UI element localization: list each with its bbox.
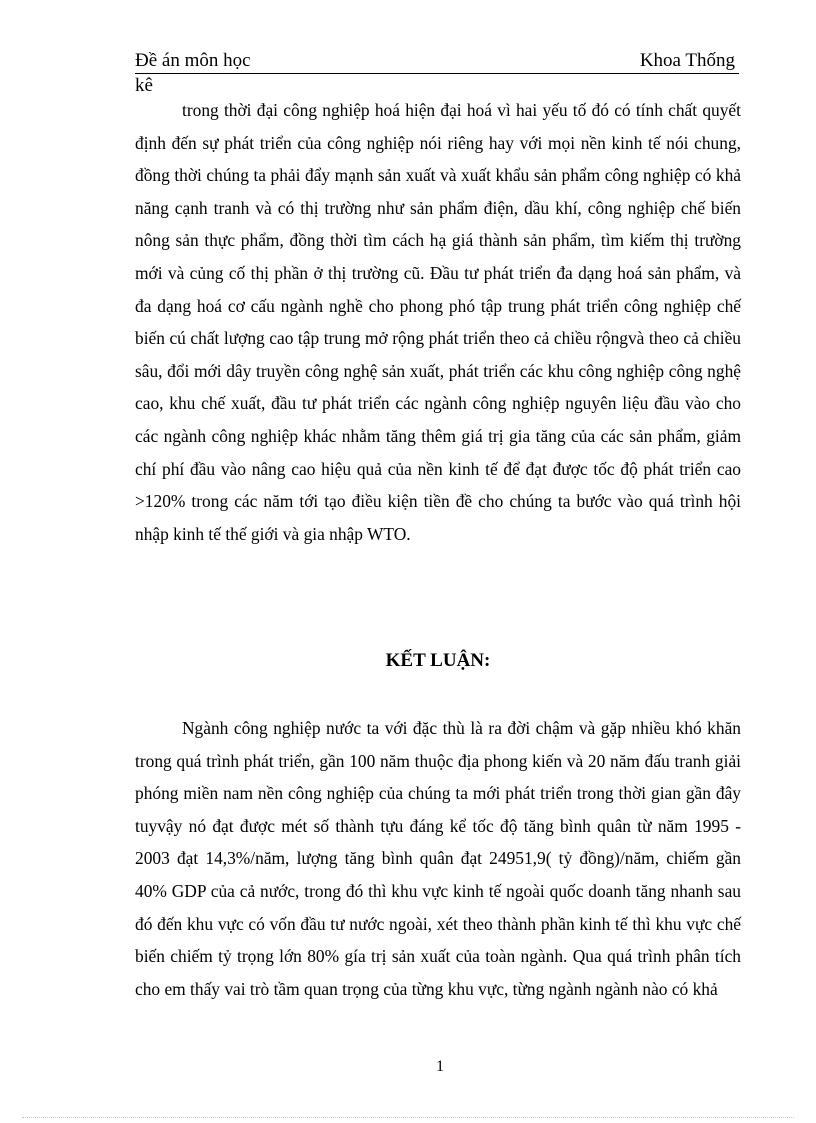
page-header [135,49,739,74]
body-paragraph-1: trong thời đại công nghiệp hoá hiện đại hoá vì hai yếu tố đó có tính chất quyết định đến sự phát triển của công nghiệp nói riêng hay với mọi nền kinh tế nói chung, đồng thời chúng ta phải đẩy mạnh sản xuất và xuất khẩu sản phẩm công nghiệp có khả năng cạnh tranh và có thị trường như sản phẩm điện, dầu khí, công nghiệp chế biến nông sản thực phẩm, đồng thời tìm cách hạ giá thành sản phẩm, tìm kiếm thị trường mới và củng cố thị phần ở thị trường cũ. Đầu tư phát triển đa dạng hoá sản phẩm, và đa dạng hoá cơ cấu ngành nghề cho phong phó tập trung phát triển công nghiệp chế biến cú chất lượng cao tập trung mở rộng phát triển theo cả chiều rộngvà theo cả chiều sâu, đổi mới dây truyền công nghệ sản xuất, phát triển các khu công nghiệp công nghệ cao, khu chế xuất, đầu tư phát triển các ngành công nghiệp nguyên liệu đầu vào cho các ngành công nghiệp khác nhằm tăng thêm giá trị gia tăng của các sản phẩm, giảm chí phí đầu vào nâng cao hiệu quả của nền kinh tế để đạt được tốc độ phát triển cao >120% trong các năm tới tạo điều kiện tiền đề cho chúng ta bước vào quá trình hội nhập kinh tế thế giới và gia nhập WTO. [135,100,741,544]
body-paragraph-2: Ngành công nghiệp nước ta với đặc thù là ra đời chậm và gặp nhiều khó khăn trong quá trình phát triển, gần 100 năm thuộc địa phong kiến và 20 năm đấu tranh giải phóng miền nam nền công nghiệp của chúng ta mới phát triển trong thời gian gần đây tuyvậy nó đạt được mét số thành tựu đáng kể tốc độ tăng bình quân từ năm 1995 - 2003 đạt 14,3%/năm, lượng tăng bình quân đạt 24951,9( tỷ đồng)/năm, chiếm gần 40% GDP của cả nước, trong đó thì khu vực kinh tế ngoài quốc doanh tăng nhanh sau đó đến khu vực có vốn đầu tư nước ngoài, xét theo thành phần kinh tế thì khu vực chế biến chiếm tỷ trọng lớn 80% gía trị sản xuất của toàn ngành. Qua quá trình phân tích cho em thấy vai trò tầm quan trọng của từng khu vực, từng ngành ngành nào có khả [135,718,741,999]
header-document-title: Đề án môn học [135,50,251,71]
header-department-wrap: kê [135,75,153,96]
section-heading-conclusion: KẾT LUẬN: [385,650,491,671]
page-number: 1 [436,1058,444,1075]
header-department: Khoa Thống [639,50,735,71]
page-edge-divider [22,1117,794,1118]
